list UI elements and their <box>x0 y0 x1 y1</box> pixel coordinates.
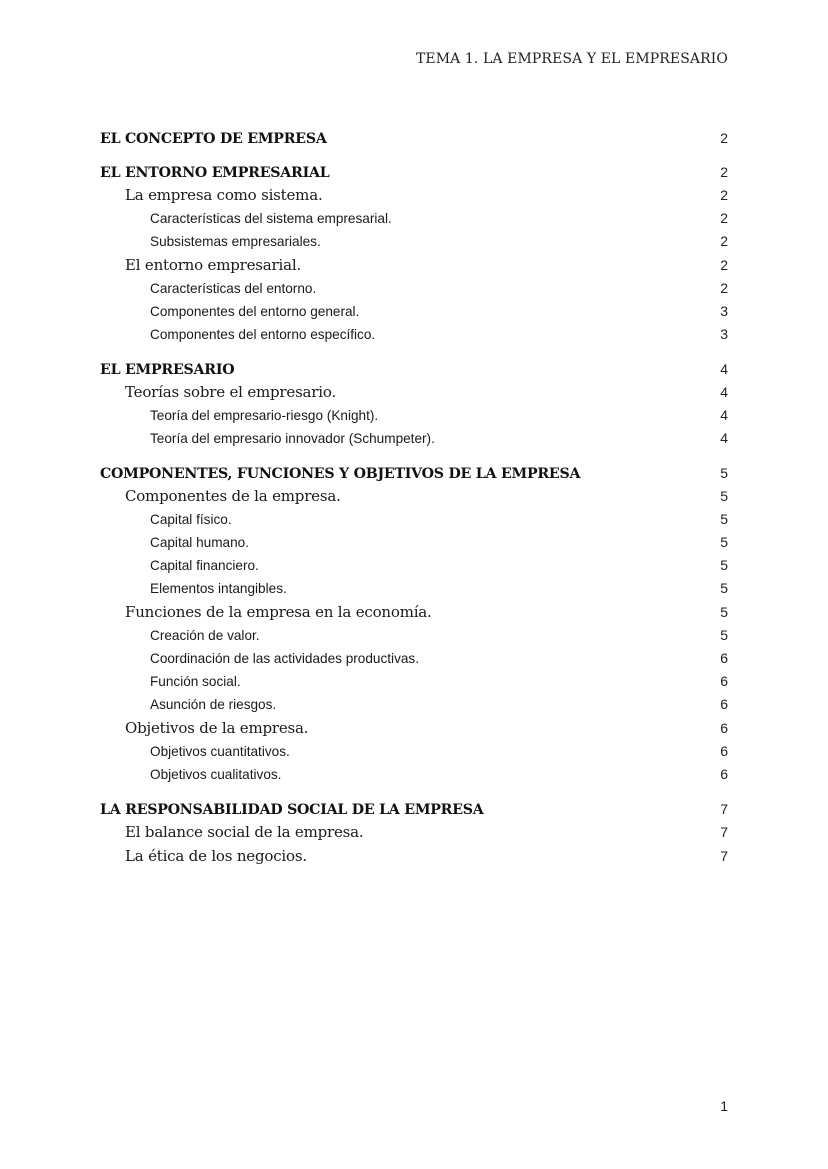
toc-entry-title: Objetivos cualitativos. <box>150 767 282 782</box>
toc-entry-title: Objetivos cuantitativos. <box>150 744 290 759</box>
toc-entry[interactable] <box>100 207 728 230</box>
toc-entry-page: 5 <box>720 511 728 527</box>
toc-entry[interactable] <box>100 693 728 716</box>
toc-entry[interactable] <box>100 740 728 763</box>
toc-entry[interactable] <box>100 577 728 600</box>
toc-entry-title: Capital humano. <box>150 535 249 550</box>
toc-entry-page: 2 <box>720 130 728 146</box>
toc-entry[interactable] <box>100 716 728 740</box>
toc-entry-title: El entorno empresarial. <box>125 256 302 274</box>
toc-entry-page: 5 <box>720 604 728 620</box>
toc-entry-title: Capital financiero. <box>150 558 259 573</box>
toc-entry-page: 2 <box>720 233 728 249</box>
toc-entry-page: 5 <box>720 580 728 596</box>
toc-entry-page: 4 <box>720 361 728 377</box>
toc-entry-page: 2 <box>720 280 728 296</box>
toc-entry-title: EL ENTORNO EMPRESARIAL <box>100 165 330 181</box>
toc-entry-page: 4 <box>720 384 728 400</box>
toc-entry-title: Teoría del empresario-riesgo (Knight). <box>150 408 379 423</box>
page-number: 1 <box>720 1098 728 1114</box>
toc-entry-page: 6 <box>720 720 728 736</box>
toc-entry-page: 6 <box>720 743 728 759</box>
toc-entry-page: 2 <box>720 187 728 203</box>
toc-entry[interactable] <box>100 128 728 149</box>
toc-entry-title: La ética de los negocios. <box>125 847 307 865</box>
toc-entry[interactable] <box>100 647 728 670</box>
toc-entry-title: Teoría del empresario innovador (Schumpeter). <box>150 431 435 446</box>
toc-entry-title: EL CONCEPTO DE EMPRESA <box>100 131 327 147</box>
toc-entry-title: LA RESPONSABILIDAD SOCIAL DE LA EMPRESA <box>100 802 484 818</box>
toc-entry-page: 5 <box>720 488 728 504</box>
toc-entry-page: 5 <box>720 557 728 573</box>
toc-entry-page: 7 <box>720 801 728 817</box>
toc-entry-title: Objetivos de la empresa. <box>125 719 309 737</box>
toc-entry-title: Características del sistema empresarial. <box>150 211 392 226</box>
toc-entry-title: Capital físico. <box>150 512 232 527</box>
toc-entry-title: Coordinación de las actividades productivas. <box>150 651 420 666</box>
toc-entry[interactable] <box>100 463 728 484</box>
toc-entry-title: Asunción de riesgos. <box>150 697 277 712</box>
toc-entry-page: 2 <box>720 257 728 273</box>
toc-entry[interactable] <box>100 670 728 693</box>
toc-entry-title: Funciones de la empresa en la economía. <box>125 603 432 621</box>
toc-entry-page: 3 <box>720 303 728 319</box>
toc-entry-title: El balance social de la empresa. <box>125 823 364 841</box>
toc-entry[interactable] <box>100 531 728 554</box>
toc-entry[interactable] <box>100 624 728 647</box>
toc-entry-page: 6 <box>720 696 728 712</box>
toc-entry-page: 5 <box>720 465 728 481</box>
toc-entry-page: 2 <box>720 210 728 226</box>
toc-entry[interactable] <box>100 183 728 207</box>
toc-entry[interactable] <box>100 323 728 346</box>
toc-entry-title: Componentes de la empresa. <box>125 487 341 505</box>
toc-entry[interactable] <box>100 554 728 577</box>
toc-entry-page: 4 <box>720 407 728 423</box>
toc-entry-page: 6 <box>720 766 728 782</box>
toc-entry[interactable] <box>100 820 728 844</box>
toc-entry-title: Elementos intangibles. <box>150 581 287 596</box>
toc-entry-page: 4 <box>720 430 728 446</box>
toc-entry-title: La empresa como sistema. <box>125 186 323 204</box>
table-of-contents <box>100 128 728 868</box>
toc-entry[interactable] <box>100 277 728 300</box>
toc-entry-page: 3 <box>720 326 728 342</box>
toc-entry-title: Función social. <box>150 674 241 689</box>
toc-entry[interactable] <box>100 844 728 868</box>
toc-entry-title: Componentes del entorno específico. <box>150 327 376 342</box>
toc-entry-page: 5 <box>720 627 728 643</box>
toc-entry[interactable] <box>100 380 728 404</box>
toc-entry-page: 6 <box>720 673 728 689</box>
toc-entry[interactable] <box>100 300 728 323</box>
toc-entry-title: Componentes del entorno general. <box>150 304 360 319</box>
toc-entry-title: Creación de valor. <box>150 628 260 643</box>
toc-entry[interactable] <box>100 253 728 277</box>
toc-entry-page: 2 <box>720 164 728 180</box>
toc-entry-page: 7 <box>720 824 728 840</box>
toc-entry-page: 5 <box>720 534 728 550</box>
toc-entry-title: EL EMPRESARIO <box>100 362 235 378</box>
toc-entry[interactable] <box>100 799 728 820</box>
toc-entry[interactable] <box>100 600 728 624</box>
page-header-title: TEMA 1. LA EMPRESA Y EL EMPRESARIO <box>415 51 728 67</box>
toc-entry-title: COMPONENTES, FUNCIONES Y OBJETIVOS DE LA EMPRESA <box>100 466 581 482</box>
toc-entry-page: 6 <box>720 650 728 666</box>
toc-entry-page: 7 <box>720 848 728 864</box>
toc-entry[interactable] <box>100 763 728 786</box>
toc-entry[interactable] <box>100 162 728 183</box>
toc-entry[interactable] <box>100 404 728 427</box>
toc-entry-title: Subsistemas empresariales. <box>150 234 321 249</box>
toc-entry[interactable] <box>100 359 728 380</box>
toc-entry[interactable] <box>100 508 728 531</box>
toc-entry[interactable] <box>100 230 728 253</box>
toc-entry[interactable] <box>100 427 728 450</box>
toc-entry[interactable] <box>100 484 728 508</box>
toc-entry-title: Teorías sobre el empresario. <box>125 383 337 401</box>
toc-entry-title: Características del entorno. <box>150 281 317 296</box>
